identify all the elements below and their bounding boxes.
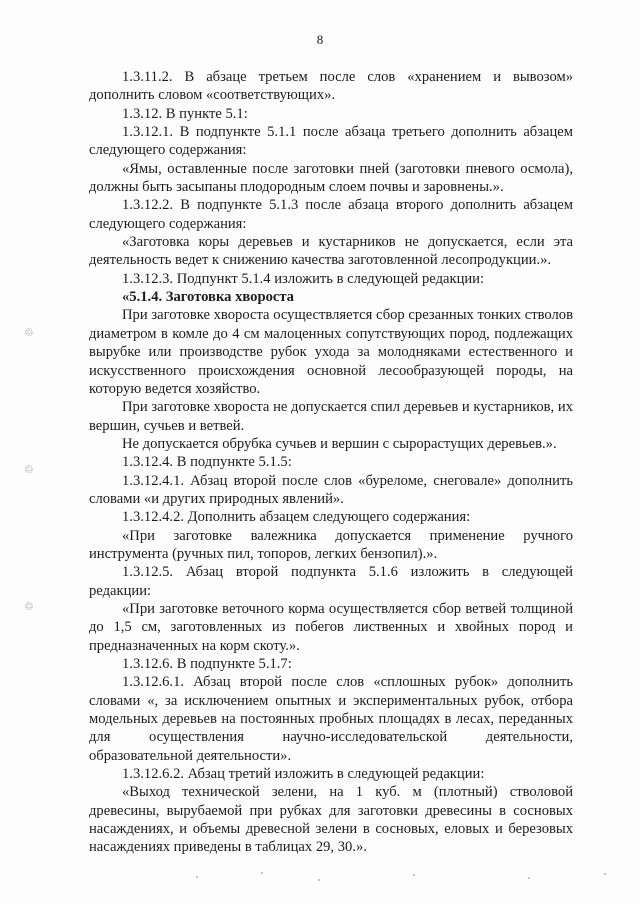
- paragraph-1-3-12-2: 1.3.12.2. В подпункте 5.1.3 после абзаца второго дополнить абзацем следующего содержания:: [89, 197, 573, 232]
- scan-speck: [528, 877, 530, 879]
- paragraph-1-3-12-4-2: 1.3.12.4.2. Дополнить абзацем следующего содержания:: [122, 509, 471, 526]
- quoted-paragraph-deadwood: «При заготовке валежника допускается применение ручного инструмента (ручных пил, топоров, легких бензопил).».: [89, 527, 573, 562]
- paragraph-brushwood-collection: При заготовке хвороста осуществляется сбор срезанных тонких стволов диаметром в комле до 4 см малоценных сопутствующих пород, подлежащих вырубке или производстве рубок ухода за молодняками естественного и искусственного происхождения основной лесообразующей породы, на которую ведется хозяйство.: [89, 307, 573, 397]
- paragraph-1-3-12-1: 1.3.12.1. В подпункте 5.1.1 после абзаца третьего дополнить абзацем следующего содержания:: [89, 124, 573, 159]
- margin-scan-mark: ♲: [24, 327, 34, 339]
- quoted-paragraph-pits: «Ямы, оставленные после заготовки пней (заготовки пневого осмола), должны быть засыпаны плодородным слоем почвы и заровнены.».: [89, 160, 573, 196]
- quoted-paragraph-bark: «Заготовка коры деревьев и кустарников не допускается, если эта деятельность ведет к снижению качества заготовленной лесопродукции.».: [89, 234, 573, 269]
- paragraph-brushwood-prohibition: При заготовке хвороста не допускается спил деревьев и кустарников, их вершин, сучьев и ветвей.: [89, 399, 573, 434]
- paragraph-1-3-12-4-1: 1.3.12.4.1. Абзац второй после слов «буреломе, снеговале» дополнить словами «и других природных явлений».: [89, 472, 573, 507]
- paragraph-1-3-12-6: 1.3.12.6. В подпункте 5.1.7:: [122, 656, 292, 672]
- margin-scan-mark: ♲: [24, 601, 34, 613]
- document-body: [89, 68, 573, 857]
- scan-speck: [413, 874, 415, 876]
- paragraph-1-3-12-6-1: 1.3.12.6.1. Абзац второй после слов «сплошных рубок» дополнить словами «, за исключением опытных и экспериментальных рубок, отбора модельных деревьев на постоянных пробных площадях в лесах, переданных для осуществления научно-исследовательской деятельности, образовательной деятельности».: [89, 674, 573, 764]
- section-heading-5-1-4: «5.1.4. Заготовка хвороста: [122, 289, 294, 306]
- paragraph-1-3-12-3: 1.3.12.3. Подпункт 5.1.4 изложить в следующей редакции:: [122, 270, 485, 287]
- scan-speck: [604, 873, 606, 875]
- paragraph-1-3-12-5: 1.3.12.5. Абзац второй подпункта 5.1.6 изложить в следующей редакции:: [89, 564, 573, 599]
- paragraph-1-3-12-6-2: 1.3.12.6.2. Абзац третий изложить в следующей редакции:: [122, 766, 485, 783]
- paragraph-1-3-12-4: 1.3.12.4. В подпункте 5.1.5:: [122, 454, 292, 471]
- paragraph-1-3-11-2: 1.3.11.2. В абзаце третьем после слов «хранением и вывозом» дополнить словом «соответствующих».: [89, 69, 573, 104]
- scan-speck: [261, 872, 263, 874]
- scan-speck: [196, 876, 198, 878]
- paragraph-lopping-prohibition: Не допускается обрубка сучьев и вершин с сырорастущих деревьев.».: [122, 435, 557, 452]
- page-number: 8: [316, 32, 324, 47]
- quoted-paragraph-branch-fodder: «При заготовке веточного корма осуществляется сбор ветвей толщиной до 1,5 см, заготовленных из побегов лиственных и хвойных пород и предназначенных на корм скоту.».: [89, 600, 573, 654]
- paragraph-1-3-12: 1.3.12. В пункте 5.1:: [122, 105, 248, 122]
- margin-scan-mark: ♲: [24, 464, 34, 476]
- quoted-paragraph-technical-greenery: «Выход технической зелени, на 1 куб. м (плотный) стволовой древесины, вырубаемой при рубках для заготовки древесины в сосновых насаждениях, и объемы древесной зелени в сосновых, еловых и березовых насаждениях приведены в таблицах 29, 30.».: [89, 784, 573, 856]
- scan-speck: [318, 879, 320, 881]
